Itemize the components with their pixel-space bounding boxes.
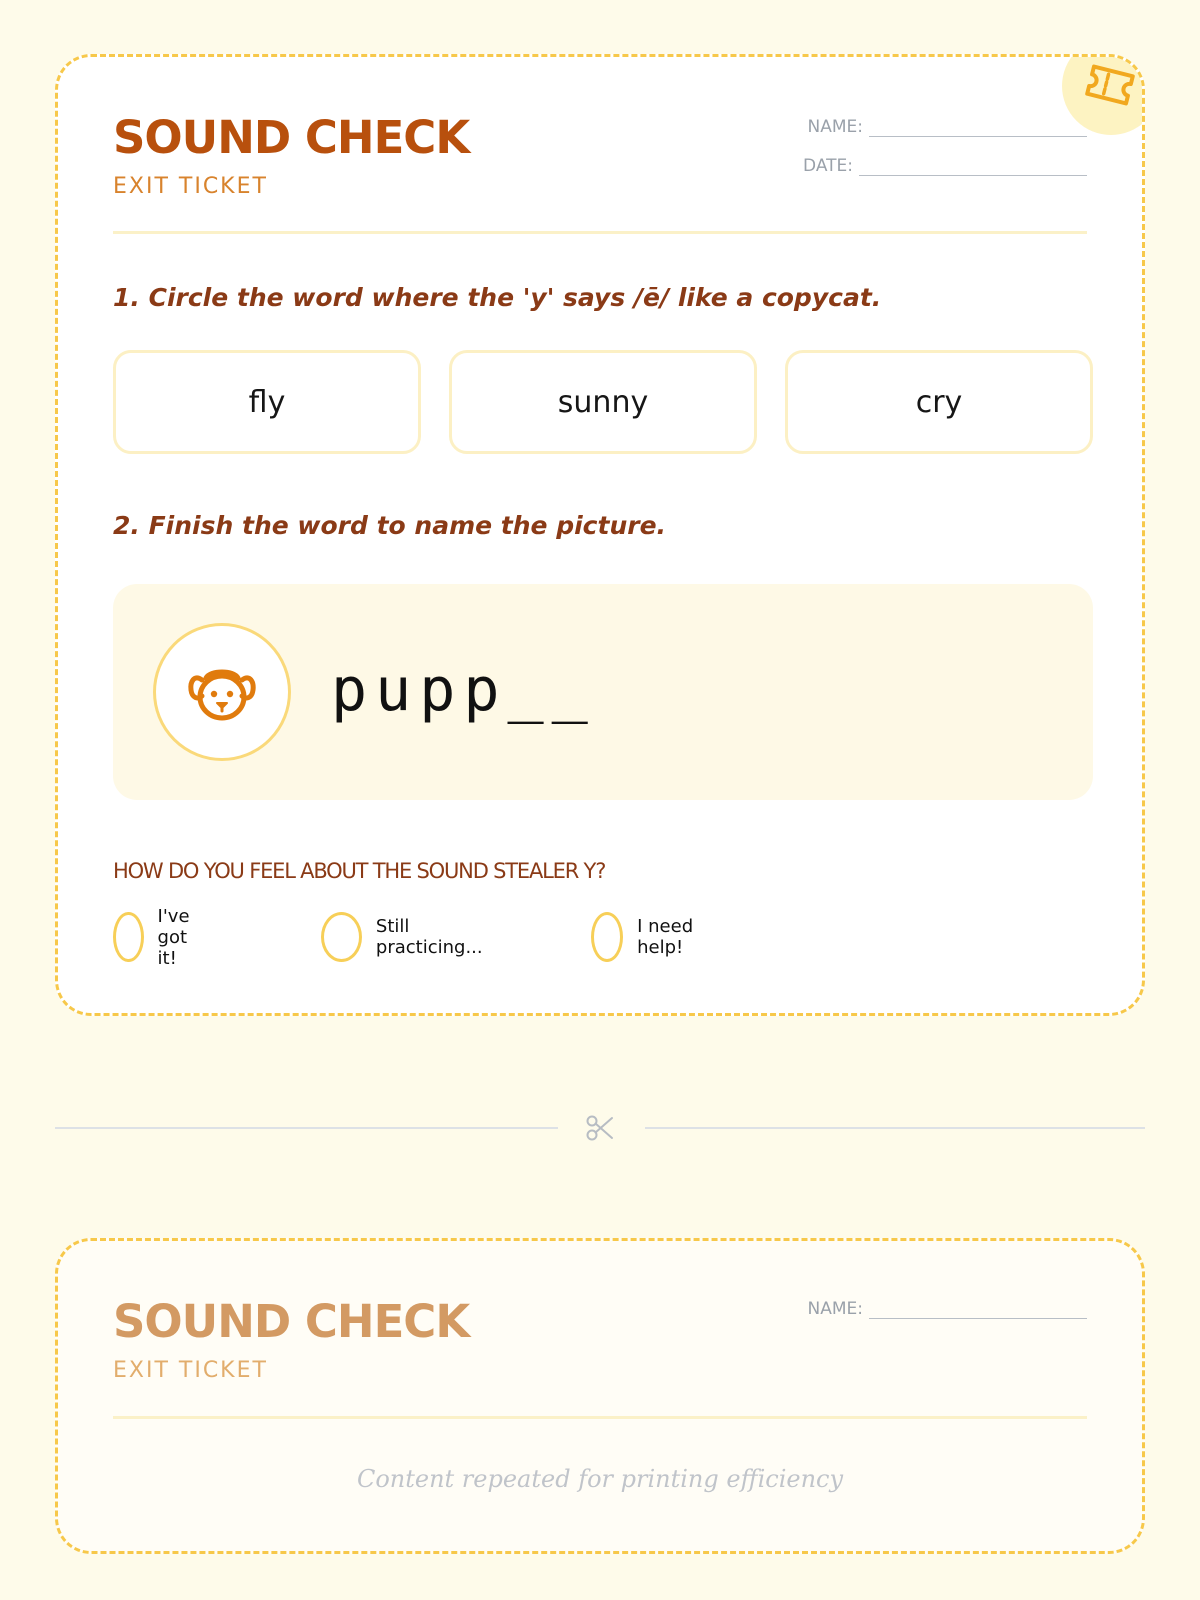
name-field[interactable] (808, 1299, 1087, 1319)
date-blank-line[interactable] (859, 160, 1087, 176)
cut-line (55, 1105, 1145, 1145)
puppy-face-icon (186, 656, 258, 728)
cut-line-left (55, 1127, 558, 1129)
exit-ticket-copy-card (55, 1238, 1145, 1554)
exit-ticket-card (55, 54, 1145, 1016)
date-label: DATE: (803, 156, 853, 176)
question-1-prompt: 1. Circle the word where the 'y' says /ē/ like a copycat. (113, 283, 882, 312)
name-label: NAME: (807, 1299, 863, 1319)
feeling-option-need-help[interactable] (591, 910, 701, 964)
repeat-note: Content repeated for printing efficiency (356, 1465, 844, 1493)
scissors-icon (585, 1113, 615, 1143)
word-choice-sunny[interactable]: sunny (449, 350, 757, 454)
date-field[interactable] (803, 156, 1087, 176)
incomplete-word[interactable]: pupp__ (331, 655, 596, 725)
ticket-copy-title: SOUND CHECK (113, 1295, 470, 1348)
feeling-radio-circle[interactable] (591, 912, 623, 962)
feeling-radio-circle[interactable] (321, 912, 362, 962)
feeling-option-label: I need help! (637, 916, 694, 958)
ticket-icon (1084, 63, 1136, 107)
feeling-option-label: Still practicing... (375, 916, 483, 958)
name-field[interactable] (808, 117, 1087, 137)
name-blank-line[interactable] (869, 121, 1087, 137)
feeling-option-practicing[interactable] (321, 910, 492, 964)
question-2-prompt: 2. Finish the word to name the picture. (113, 511, 667, 540)
name-label: NAME: (807, 117, 863, 137)
picture-frame (153, 623, 291, 761)
ticket-subtitle: EXIT TICKET (113, 174, 268, 199)
feeling-option-label: I've got it! (157, 905, 190, 969)
word-choice-fly[interactable]: fly (113, 350, 421, 454)
header-divider (113, 1416, 1087, 1419)
feelings-heading: HOW DO YOU FEEL ABOUT THE SOUND STEALER Y? (113, 859, 606, 883)
ticket-title: SOUND CHECK (113, 111, 470, 164)
feeling-option-got-it[interactable] (113, 905, 209, 969)
name-blank-line[interactable] (869, 1303, 1087, 1319)
picture-word-box (113, 584, 1093, 800)
cut-line-right (645, 1127, 1145, 1129)
word-choice-cry[interactable]: cry (785, 350, 1093, 454)
word-choices (113, 350, 1093, 456)
header-divider (113, 231, 1087, 234)
feeling-radio-circle[interactable] (113, 912, 144, 962)
ticket-copy-subtitle: EXIT TICKET (113, 1358, 268, 1383)
